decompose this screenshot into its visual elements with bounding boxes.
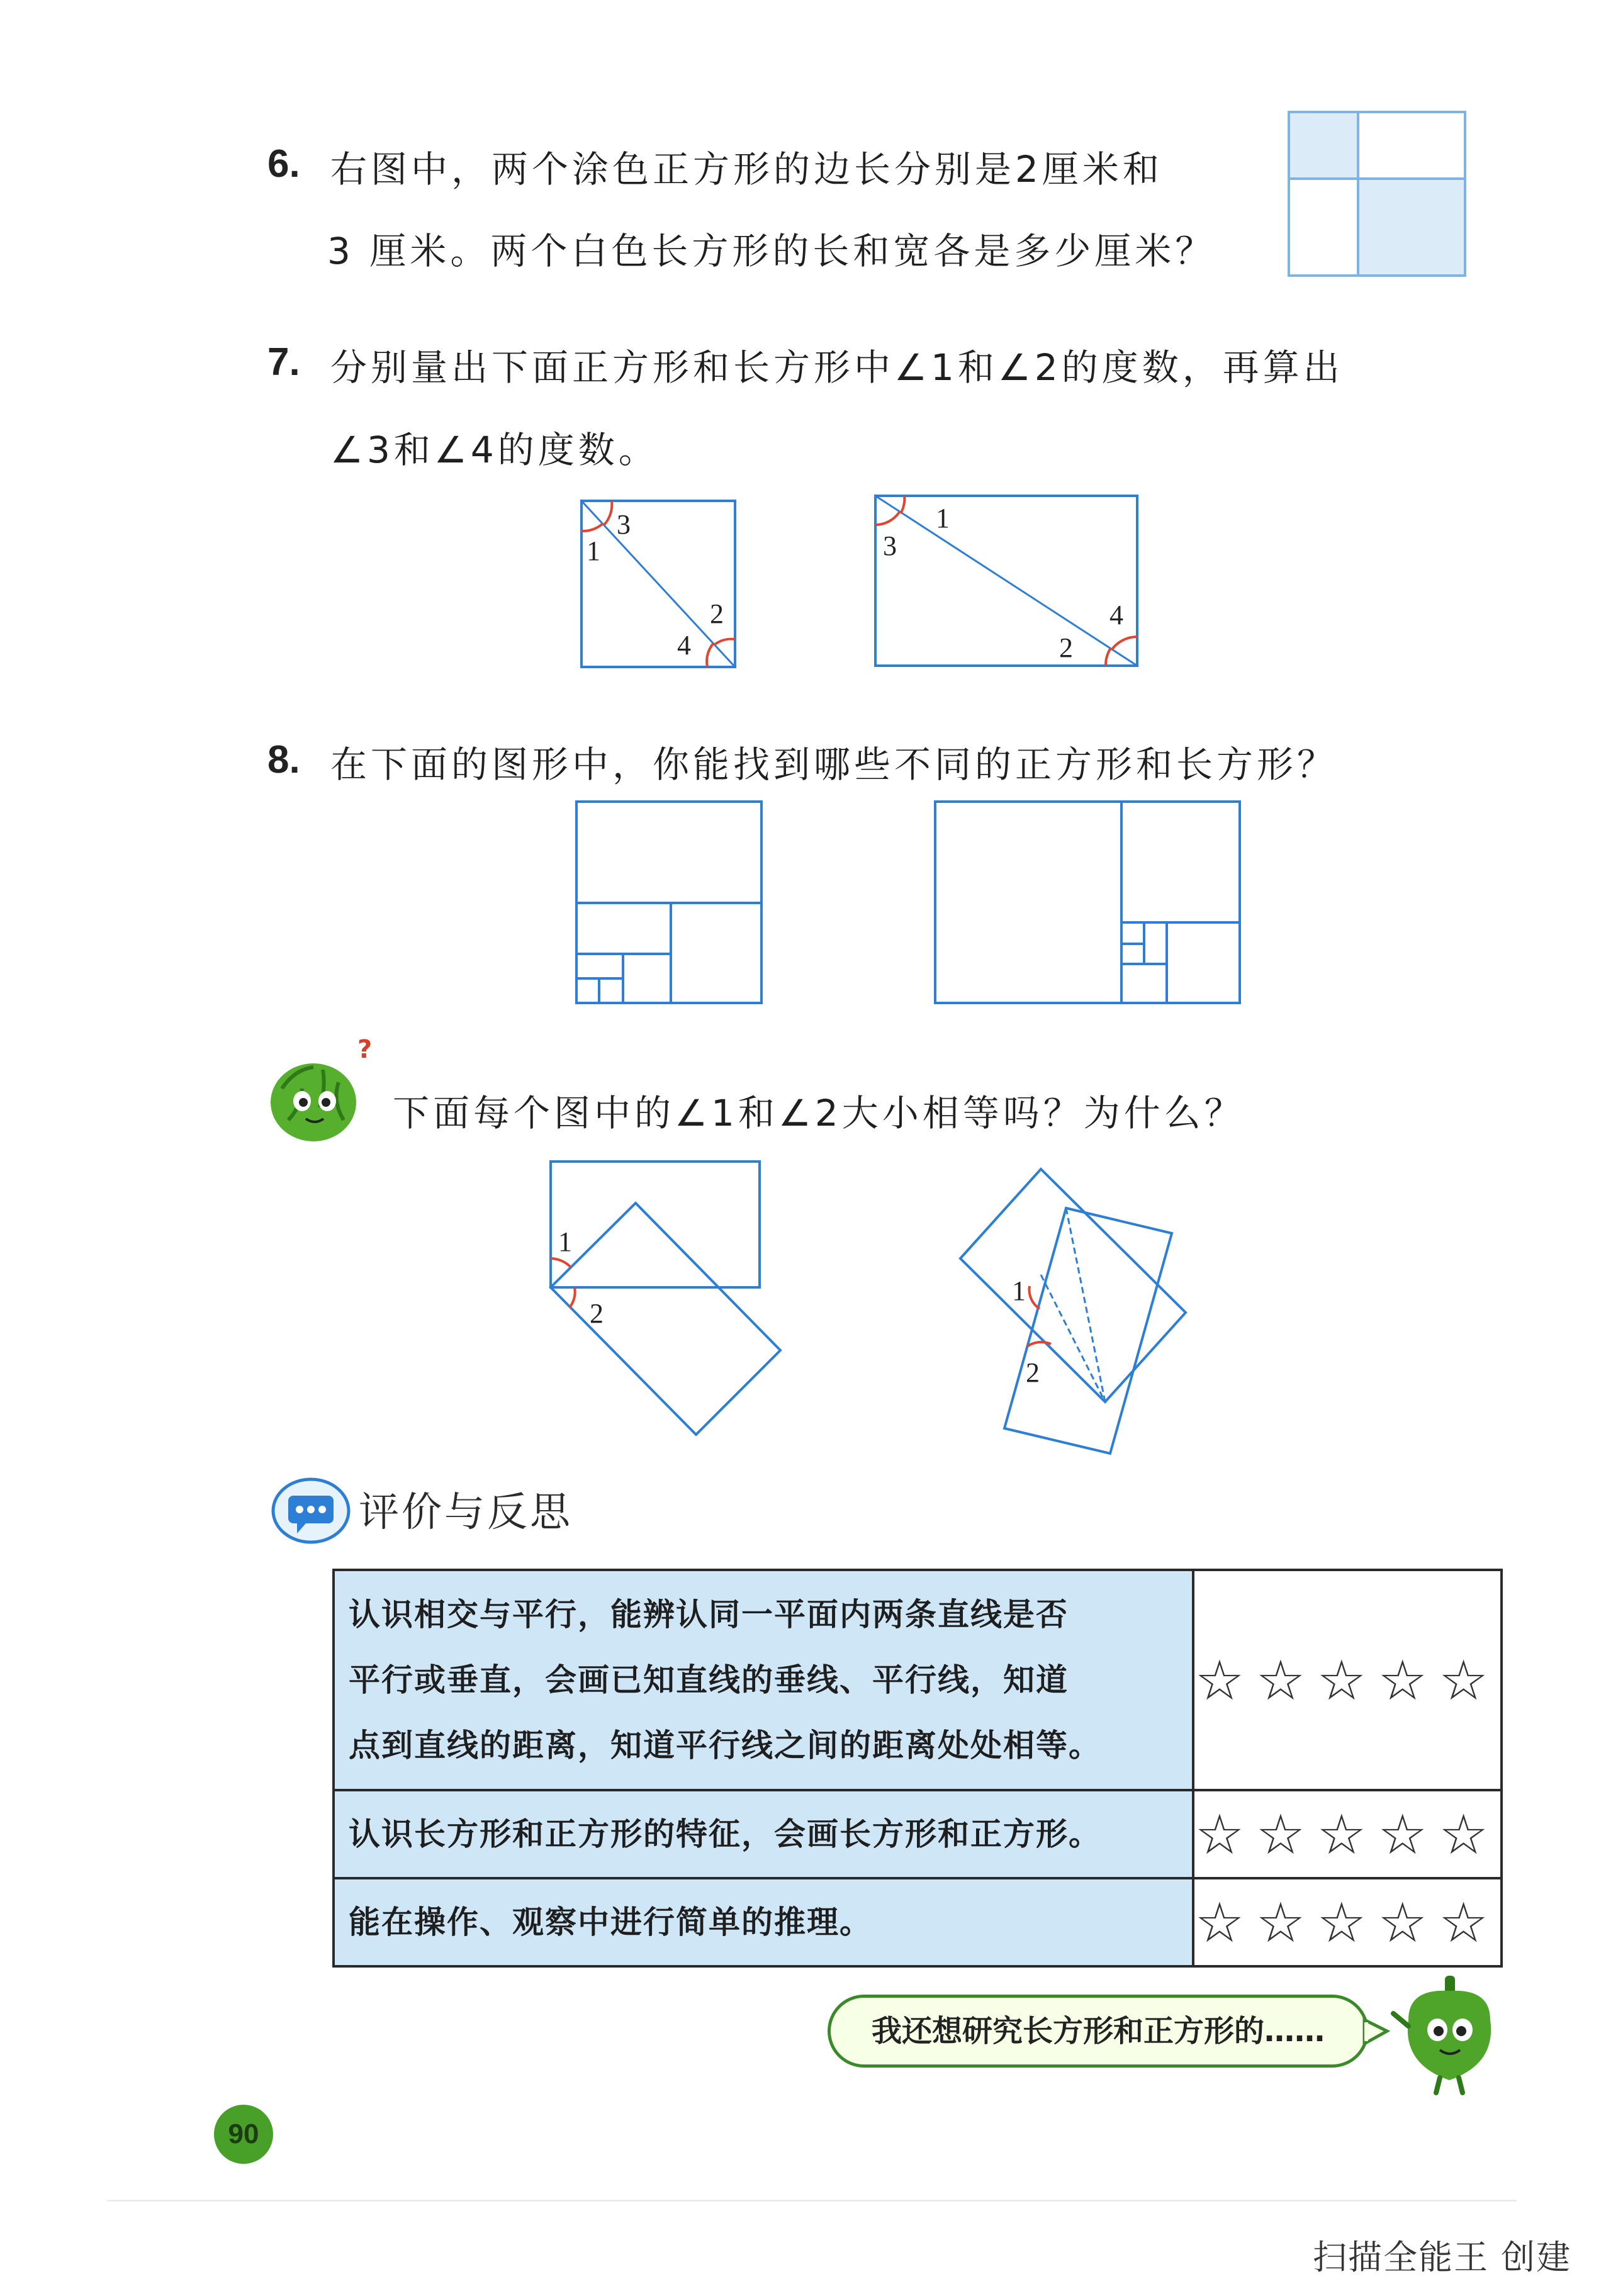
table-row [334, 1878, 1502, 1966]
q7-line1: 分别量出下面正方形和长方形中∠1和∠2的度数，再算出 [330, 346, 1344, 389]
q6-line2: 3 厘米。两个白色长方形的长和宽各是多少厘米？ [327, 230, 1216, 272]
q6-figure [1284, 107, 1473, 283]
label-3: 3 [883, 530, 897, 561]
criterion-line: 认识相交与平行，能辨认同一平面内两条直线是否 [349, 1596, 1069, 1633]
table-row [334, 1570, 1502, 1790]
q8-figure-2 [933, 799, 1244, 1007]
q6-number: 6. [267, 142, 300, 186]
criterion-line: 认识长方形和正方形的特征，会画长方形和正方形。 [349, 1816, 1101, 1852]
shaded-large-square [1358, 179, 1465, 276]
speech-bubble: 我还想研究长方形和正方形的…… [828, 1995, 1369, 2068]
q8-figure-1 [574, 799, 766, 1007]
table-row [334, 1790, 1502, 1878]
evaluation-table [332, 1569, 1503, 1968]
criterion-line: 平行或垂直，会画已知直线的垂线、平行线，知道 [349, 1662, 1069, 1698]
q8-line1: 在下面的图形中，你能找到哪些不同的正方形和长方形？ [330, 743, 1338, 786]
criterion-cell [334, 1878, 1193, 1966]
chat-icon [269, 1476, 351, 1545]
criterion-line: 能在操作、观察中进行简单的推理。 [349, 1904, 872, 1940]
think-figure-1 [544, 1158, 790, 1447]
question-mark: ? [357, 1035, 373, 1064]
label-2: 2 [1059, 632, 1073, 663]
angle-2-label: 2 [590, 1298, 604, 1329]
q6-line1: 右图中，两个涂色正方形的边长分别是2厘米和 [330, 148, 1163, 191]
label-4: 4 [1109, 600, 1123, 630]
label-2: 2 [710, 598, 724, 629]
watermark-text: 扫描全能王 创建 [1313, 2237, 1572, 2277]
criterion-cell [334, 1790, 1193, 1878]
angle-1-label: 1 [1012, 1275, 1026, 1306]
footer-divider [107, 2200, 1517, 2202]
label-4: 4 [677, 630, 691, 661]
label-1: 1 [587, 535, 600, 566]
label-1: 1 [936, 503, 950, 534]
q7-square-figure [578, 497, 741, 673]
q8-number: 8. [267, 738, 300, 781]
page-number: 90 [214, 2105, 273, 2164]
star-rating[interactable]: ☆☆☆☆☆ [1193, 1790, 1502, 1878]
think-figure-2 [957, 1158, 1196, 1472]
star-rating[interactable]: ☆☆☆☆☆ [1193, 1878, 1502, 1966]
star-rating[interactable]: ☆☆☆☆☆ [1193, 1570, 1502, 1790]
pepper-mascot [1390, 1969, 1509, 2095]
label-3: 3 [617, 509, 631, 540]
watermelon-mascot [263, 1044, 370, 1145]
q7-rectangle-figure [872, 492, 1142, 671]
criterion-line: 点到直线的距离，知道平行线之间的距离处处相等。 [349, 1727, 1101, 1764]
q7-number: 7. [267, 340, 300, 384]
angle-2-label: 2 [1026, 1357, 1040, 1388]
q7-line2: ∠3和∠4的度数。 [330, 428, 659, 471]
shaded-small-square [1289, 112, 1358, 179]
bubble-tail [1364, 2016, 1390, 2047]
criterion-cell [334, 1570, 1193, 1790]
think-question: 下面每个图中的∠1和∠2大小相等吗？为什么？ [393, 1092, 1245, 1134]
angle-1-label: 1 [558, 1226, 572, 1257]
evaluation-title: 评价与反思 [359, 1489, 573, 1536]
